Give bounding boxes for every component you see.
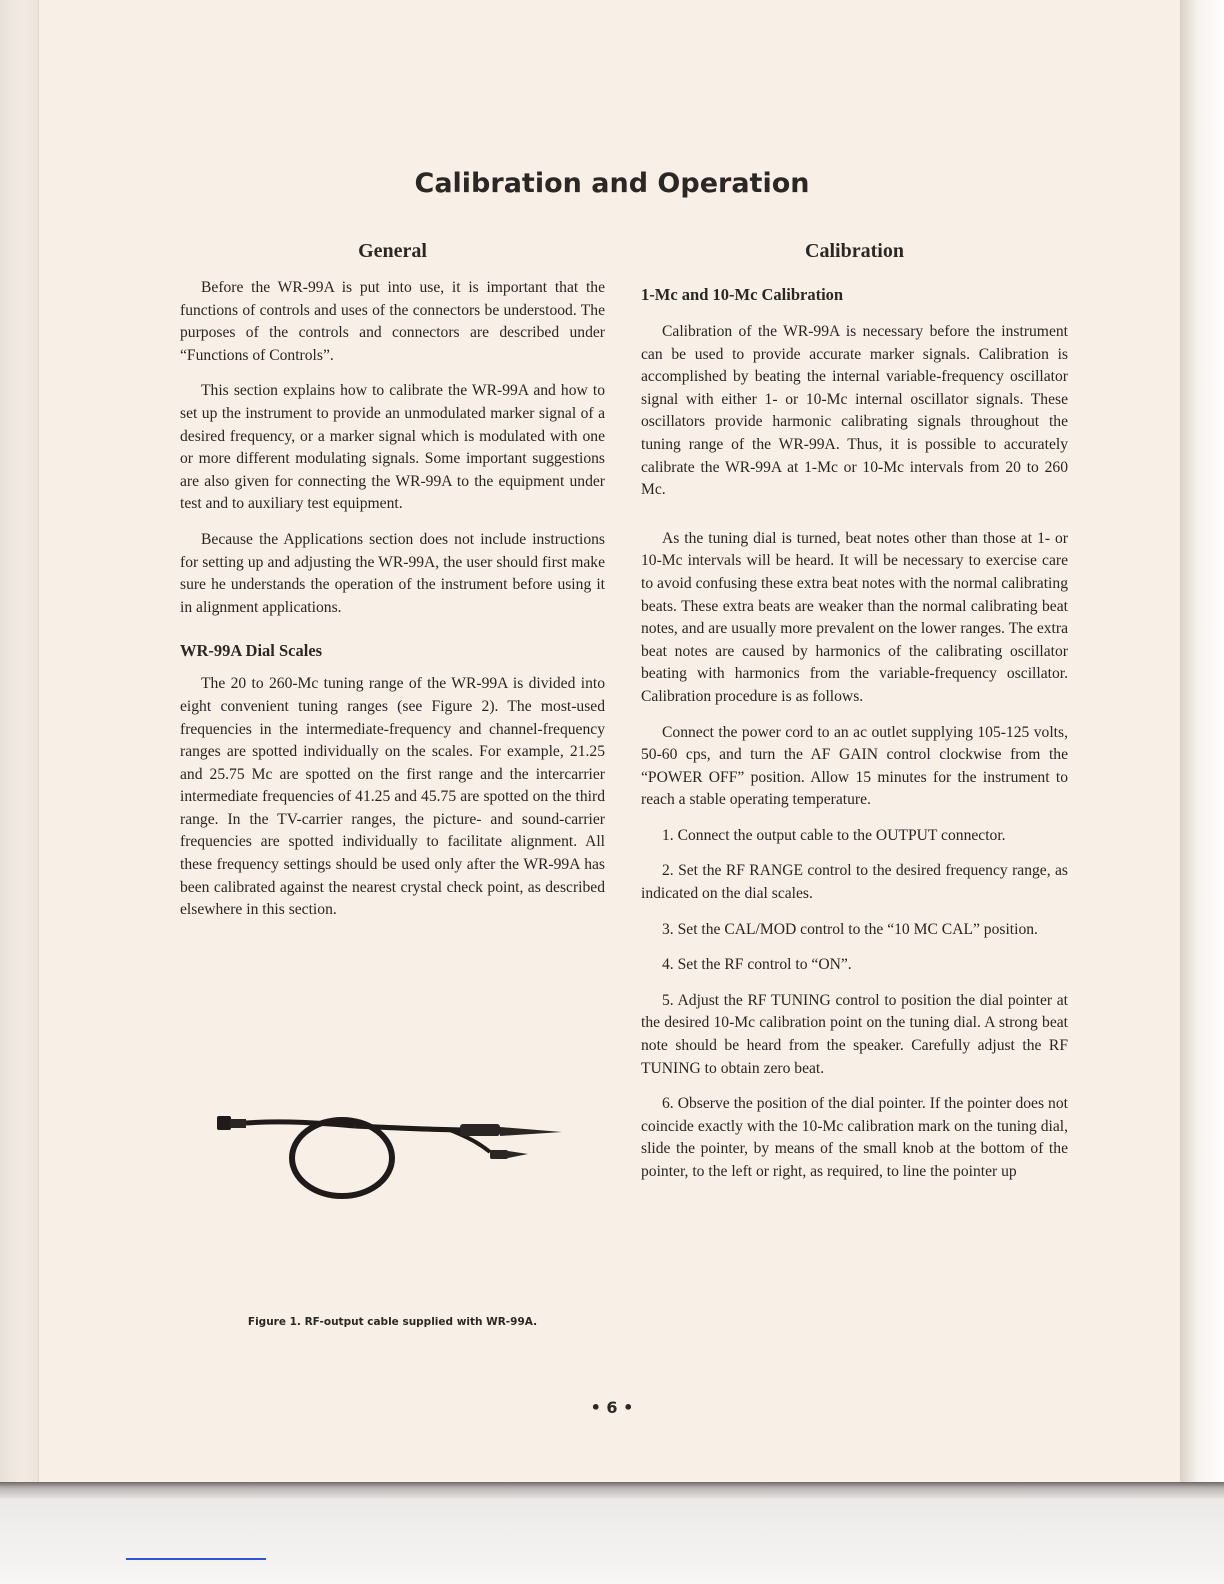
paragraph: This section explains how to calibrate the WR-99A and how to set up the instrument to provide an unmodulated marker signal of a desired frequency, or a marker signal which is modulated with one or more different modulating signals. Some important suggestions are also given for connecting the WR-99A to the equipment under test and to auxiliary test equipment.: [180, 382, 605, 513]
left-column: [180, 240, 605, 935]
page-number: • 6 •: [590, 1398, 634, 1417]
figure-rf-output-cable: [180, 1100, 605, 1220]
page-title: Calibration and Operation: [414, 168, 810, 199]
figure-caption: Figure 1. RF-output cable supplied with WR-99A.: [247, 1316, 538, 1328]
procedure-step: 6. Observe the position of the dial pointer. If the pointer does not coincide exactly with the 10-Mc calibration mark on the tuning dial, slide the pointer, by means of the small knob at the bottom of the pointer, to the left or right, as required, to line the pointer up: [641, 1095, 1068, 1180]
paragraph: The 20 to 260-Mc tuning range of the WR-99A is divided into eight convenient tuning ranges (see Figure 2). The most-used frequencies in the intermediate-frequency and channel-frequency ranges are spotted individually on the scales. For example, 21.25 and 25.75 Mc are spotted on the first range and the intercarrier intermediate frequencies of 41.25 and 45.75 are spotted on the third range. In the TV-carrier ranges, the picture- and sound-carrier frequencies are spotted individually to facilitate alignment. All these frequency settings should be used only after the WR-99A has been calibrated against the nearest crystal check point, as described elsewhere in this section.: [180, 675, 605, 919]
rf-cable-illustration: [180, 1100, 605, 1220]
subheading-calibration: 1-Mc and 10-Mc Calibration: [641, 285, 844, 304]
procedure-step: 5. Adjust the RF TUNING control to position the dial pointer at the desired 10-Mc calibration point on the tuning dial. A strong beat note should be heard from the speaker. Carefully adjust the RF TUNING to obtain zero beat.: [641, 991, 1068, 1077]
procedure-step: 1. Connect the output cable to the OUTPUT connector.: [662, 826, 1006, 844]
procedure-step: 3. Set the CAL/MOD control to the “10 MC CAL” position.: [662, 920, 1038, 938]
subheading-dial-scales: WR-99A Dial Scales: [180, 641, 323, 661]
paragraph: Calibration of the WR-99A is necessary before the instrument can be used to provide accurate marker signals. Calibration is accomplished by beating the internal variable-frequency oscillator signal with either 1- or 10-Mc internal oscillator signals. These oscillators provide harmonic calibrating signals throughout the tuning range of the WR-99A. Thus, it is possible to accurately calibrate the WR-99A at 1-Mc or 10-Mc intervals from 20 to 260 Mc.: [641, 323, 1068, 499]
paragraph: Before the WR-99A is put into use, it is important that the functions of controls and uses of the connectors be understood. The purposes of the controls and connectors are described under “Functions of Controls”.: [180, 279, 605, 364]
right-column: [641, 240, 1068, 1197]
paragraph: As the tuning dial is turned, beat notes other than those at 1- or 10-Mc intervals will be heard. It will be necessary to exercise care to avoid confusing these extra beat notes with the normal calibrating beats. These extra beats are weaker than the normal calibrating beat notes, and are usually more prevalent on the lower ranges. The extra beat notes are caused by harmonics of the calibrating oscillator beating with harmonics from the variable-frequency oscillator. Calibration procedure is as follows.: [641, 529, 1068, 705]
page-binding-edge: [0, 0, 38, 1482]
procedure-step: 4. Set the RF control to “ON”.: [662, 956, 852, 974]
paragraph: Because the Applications section does not include instructions for setting up and adjusting the WR-99A, the user should first make sure he understands the operation of the instrument before using it in alignment applications.: [180, 530, 605, 616]
paragraph: Connect the power cord to an ac outlet supplying 105-125 volts, 50-60 cps, and turn the AF GAIN control clockwise from the “POWER OFF” position. Allow 15 minutes for the instrument to reach a stable operating temperature.: [641, 723, 1068, 809]
page-right-edge: [1180, 0, 1224, 1482]
scan-bottom-edge: [0, 1482, 1224, 1584]
scan-artifact-line: [126, 1558, 266, 1560]
section-heading-calibration: Calibration: [805, 240, 904, 262]
procedure-step: 2. Set the RF RANGE control to the desired frequency range, as indicated on the dial scales.: [641, 862, 1068, 903]
section-heading-general: General: [358, 240, 427, 262]
